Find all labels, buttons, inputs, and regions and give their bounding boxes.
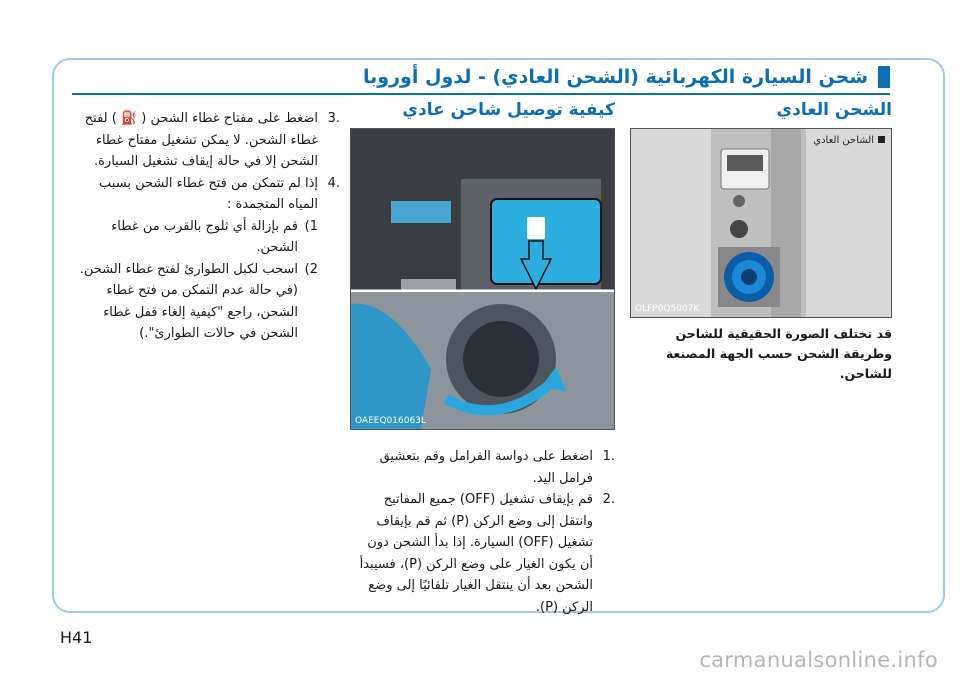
- step-1: .1 اضغط على دواسة الفرامل وقم بتعشيق فرامل اليد.: [379, 449, 615, 486]
- photo-caption: الشاحن العادي: [813, 135, 885, 146]
- left-column: [72, 108, 340, 345]
- charger-photo: [630, 128, 892, 318]
- substep-2: 2) اسحب لكبل الطوارئ لفتح غطاء الشحن. (في حالة عدم التمكن من فتح غطاء الشحن، راجع "كيفية إلغاء قفل غطاء الشحن في حالات الطوارئ".): [79, 261, 318, 341]
- page-title: شحن السيارة الكهربائية (الشحن العادي) - لدول أوروبا: [363, 66, 868, 88]
- watermark: carmanualsonline.info: [699, 648, 938, 672]
- caption-square-icon: [878, 136, 885, 143]
- fuel-door-photo: [350, 128, 615, 430]
- title-marker: [878, 66, 890, 88]
- normal-charging-heading: الشحن العادي: [776, 100, 892, 120]
- charger-note: قد تختلف الصورة الحقيقية للشاحن وطريقة الشحن حسب الجهة المصنعة للشاحن.: [665, 326, 892, 381]
- frozen-door-substeps: [72, 216, 318, 345]
- connect-steps: [350, 446, 615, 618]
- charger-illustration: [631, 129, 891, 317]
- step-2: .2 قم بإيقاف تشغيل (OFF) جميع المفاتيح وانتقل إلى وضع الركن (P) ثم قم بإيقاف تشغيل (OFF) السيارة. إذا بدأ الشحن دون أن يكون الغيار على وضع الركن (P)، فسيبدأ الشحن بعد أن ينتقل الغيار تلقائيًا إلى وضع الركن (P).: [359, 492, 615, 615]
- title-underline: [72, 93, 890, 95]
- substep-1: 1) قم بإزالة أي ثلوج بالقرب من غطاء الشحن.: [111, 218, 318, 255]
- right-column: [630, 100, 892, 384]
- charge-door-steps: [72, 108, 340, 345]
- step-3: .3 اضغط على مفتاح غطاء الشحن ( ⛽ ) لفتح غطاء الشحن. لا يمكن تشغيل مفتاح غطاء الشحن إلا في حالة إيقاف تشغيل السيارة.: [84, 111, 340, 169]
- connect-charger-heading: كيفية توصيل شاحن عادي: [402, 100, 615, 120]
- photo-code: OAEEQ016063L: [355, 416, 426, 426]
- middle-column: [350, 100, 615, 618]
- section-title-bar: [72, 62, 890, 92]
- photo-code: OLFP0Q5007K: [635, 304, 700, 314]
- page-number: H41: [60, 628, 93, 647]
- charge-door-illustration: [351, 129, 614, 429]
- step-4: .4 إذا لم تتمكن من فتح غطاء الشحن بسبب المياه المتجمدة : 1) قم بإزالة أي ثلوج بالقرب من غطاء الشحن. 2) اسحب لكبل الطوارئ لفتح غطاء الشحن. (في حالة عدم التمكن من فتح غطاء الشحن، راجع "كيفية إلغاء قفل غطاء الشحن في حالات الطوارئ".): [72, 173, 340, 345]
